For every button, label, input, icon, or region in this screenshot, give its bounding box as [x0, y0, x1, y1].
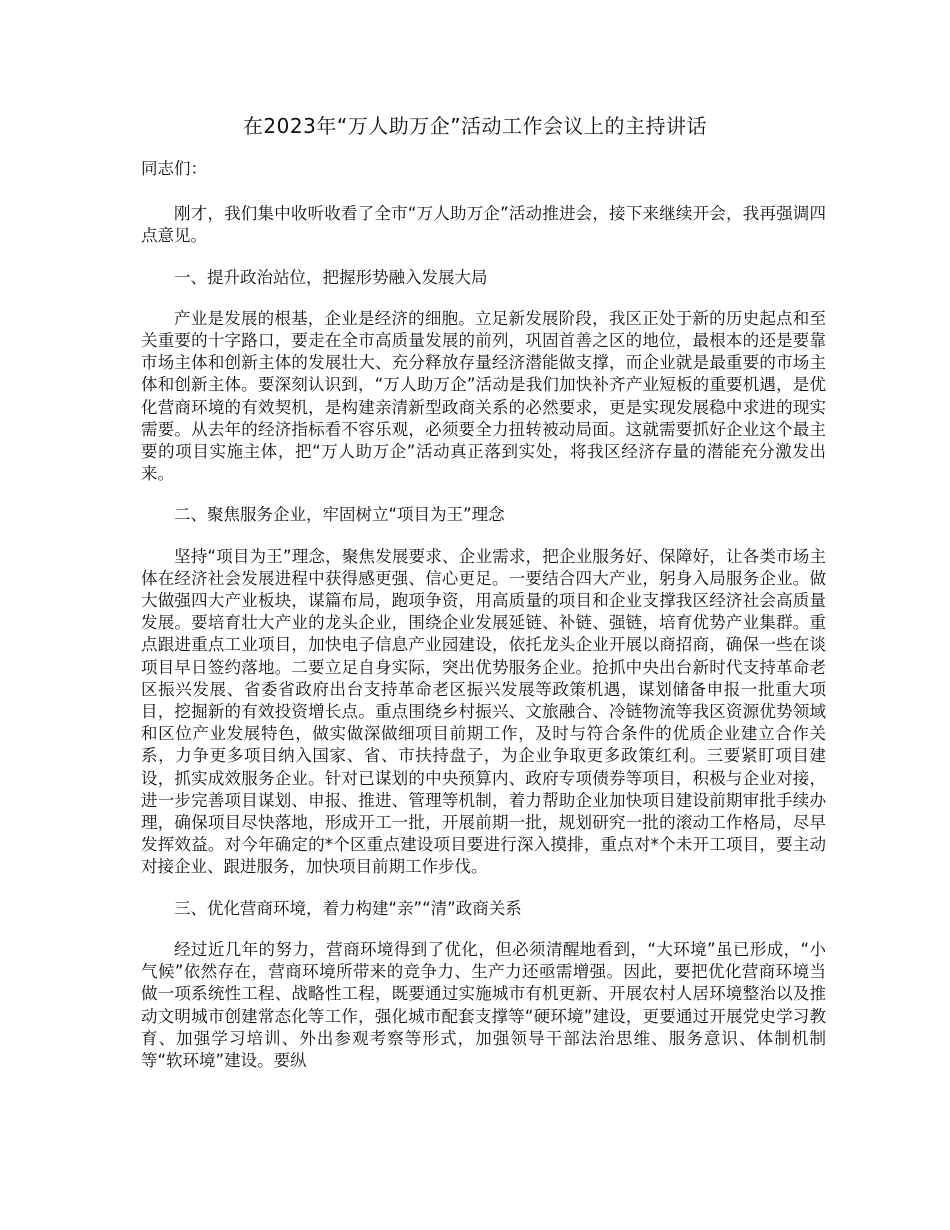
paragraph-opening: 刚才，我们集中收听收看了全市“万人助万企”活动推进会，接下来继续开会，我再强调四点意见。	[141, 204, 826, 246]
paragraph-section-3: 经过近几年的努力，营商环境得到了优化，但必须清醒地看到，“大环境”虽已形成，“小气候”依然存在，营商环境所带来的竞争力、生产力还亟需增强。因此，要把优化营商环境当做一项系统性工程、战略性工程，既要通过实施城市有机更新、开展农村人居环境整治以及推动文明城市创建常态化等工作，强化城市配套支撑等“硬环境”建设，更要通过开展党史学习教育、加强学习培训、外出参观考察等形式，加强领导干部法治思维、服务意识、体制机制等“软环境”建设。要纵	[141, 939, 826, 1070]
paragraph-section-2: 坚持“项目为王”理念，聚焦发展要求、企业需求，把企业服务好、保障好，让各类市场主体在经济社会发展进程中获得感更强、信心更足。一要结合四大产业，躬身入局服务企业。做大做强四大产业板块，谋篇布局，跑项争资，用高质量的项目和企业支撑我区经济社会高质量发展。要培育壮大产业的龙头企业，围绕企业发展延链、补链、强链，培育优势产业集群。重点跟进重点工业项目，加快电子信息产业园建设，依托龙头企业开展以商招商，确保一些在谈项目早日签约落地。二要立足自身实际，突出优势服务企业。抢抓中央出台新时代支持革命老区振兴发展、省委省政府出台支持革命老区振兴发展等政策机遇，谋划储备申报一批重大项目，挖掘新的有效投资增长点。重点围绕乡村振兴、文旅融合、冷链物流等我区资源优势领域和区位产业发展特色，做实做深做细项目前期工作，及时与符合条件的优质企业建立合作关系，力争更多项目纳入国家、省、市扶持盘子，为企业争取更多政策红利。三要紧盯项目建设，抓实成效服务企业。针对已谋划的中央预算内、政府专项债券等项目，积极与企业对接，进一步完善项目谋划、申报、推进、管理等机制，着力帮助企业加快项目建设前期审批手续办理，确保项目尽快落地，形成开工一批，开展前期一批，规划研究一批的滚动工作格局，尽早发挥效益。对今年确定的*个区重点建设项目要进行深入摸排，重点对*个未开工项目，要主动对接企业、跟进服务，加快项目前期工作步伐。	[141, 546, 826, 877]
salutation: 同志们：	[141, 159, 207, 178]
section-heading-1: 一、提升政治站位，把握形势融入发展大局	[174, 267, 488, 287]
paragraph-section-1: 产业是发展的根基，企业是经济的细胞。立足新发展阶段，我区正处于新的历史起点和至关重要的十字路口，要走在全市高质量发展的前列，巩固首善之区的地位，最根本的还是要靠市场主体和创新主体的发展壮大、充分释放存量经济潜能做支撑，而企业就是最重要的市场主体和创新主体。要深刻认识到，“万人助万企”活动是我们加快补齐产业短板的重要机遇，是优化营商环境的有效契机，是构建亲清新型政商关系的必然要求，更是实现发展稳中求进的现实需要。从去年的经济指标看不容乐观，必须要全力扭转被动局面。这就需要抓好企业这个最主要的项目实施主体，把“万人助万企”活动真正落到实处，将我区经济存量的潜能充分激发出来。	[141, 308, 826, 484]
section-heading-3: 三、优化营商环境，着力构建“亲”“清”政商关系	[174, 898, 522, 918]
document-body	[141, 158, 826, 1091]
section-heading-2: 二、聚焦服务企业，牢固树立“项目为王”理念	[174, 505, 505, 525]
document-title: 在2023年“万人助万企”活动工作会议上的主持讲话	[242, 114, 708, 138]
